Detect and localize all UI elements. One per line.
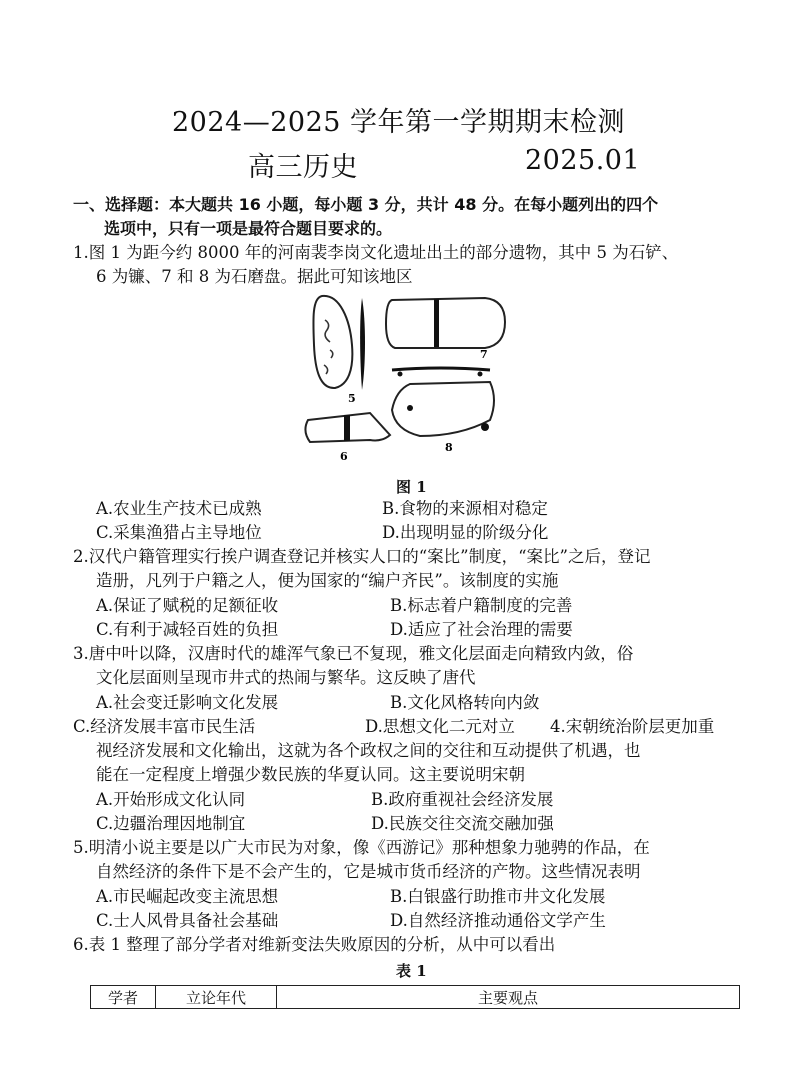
q2-stem-line1: 2.汉代户籍管理实行挨户调查登记并核实人口的“案比”制度，“案比”之后，登记 (73, 547, 651, 566)
artifact-8-grinding-slab (392, 368, 494, 436)
label-8: 8 (445, 441, 453, 454)
exam-date: 2025.01 (525, 145, 641, 176)
table-header-row (91, 986, 740, 1009)
q3-stem-line2: 文化层面则呈现市井式的热闹与繁华。这反映了唐代 (96, 668, 476, 687)
q2-option-c: C.有利于减轻百姓的负担 (96, 620, 279, 639)
q1-option-d: D.出现明显的阶级分化 (382, 523, 549, 542)
q4-option-b: B.政府重视社会经济发展 (371, 790, 554, 809)
q3-stem-line1: 3.唐中叶以降，汉唐时代的雄浑气象已不复现，雅文化层面走向精致内敛，俗 (73, 644, 634, 663)
artifact-7-grinding-slab (386, 298, 505, 348)
section-heading-line1: 一、选择题：本大题共 16 小题，每小题 3 分，共计 48 分。在每小题列出的四个 (73, 195, 659, 214)
q4-option-c: C.边疆治理因地制宜 (96, 814, 246, 833)
subject-title: 高三历史 (248, 152, 358, 183)
q3-option-b: B.文化风格转向内敛 (390, 693, 540, 712)
q1-option-b: B.食物的来源相对稳定 (382, 499, 548, 518)
table-1 (90, 985, 740, 1009)
q4-stem-line3: 能在一定程度上增强少数民族的华夏认同。这主要说明宋朝 (96, 765, 525, 784)
q6-stem-line1: 6.表 1 整理了部分学者对维新变法失败原因的分析，从中可以看出 (73, 935, 556, 954)
q5-option-d: D.自然经济推动通俗文学产生 (390, 911, 606, 930)
q5-stem-line2: 自然经济的条件下是不会产生的，它是城市货币经济的产物。这些情况表明 (96, 862, 641, 881)
q3-option-d: D.思想文化二元对立 (365, 717, 515, 736)
q4-option-d: D.民族交往交流交融加强 (371, 814, 554, 833)
q1-stem-line1: 1.图 1 为距今约 8000 年的河南裴李岗文化遗址出土的部分遗物，其中 5 为石铲、 (73, 243, 679, 262)
q2-option-d: D.适应了社会治理的需要 (390, 620, 573, 639)
q4-stem-line2: 视经济发展和文化输出，这就为各个政权之间的交往和互动提供了机遇，也 (96, 741, 641, 760)
q1-stem-line2: 6 为镰、7 和 8 为石磨盘。据此可知该地区 (96, 267, 413, 286)
label-6: 6 (340, 450, 348, 463)
table-header-year: 立论年代 (156, 986, 277, 1009)
label-7: 7 (480, 348, 488, 361)
table-header-viewpoint: 主要观点 (277, 986, 740, 1009)
section-heading-line2: 选项中，只有一项是最符合题目要求的。 (104, 219, 393, 238)
table-1-caption: 表 1 (396, 962, 427, 980)
q5-option-a: A.市民崛起改变主流思想 (96, 887, 279, 906)
q3-option-c: C.经济发展丰富市民生活 (73, 717, 256, 736)
q2-stem-line2: 造册，凡列于户籍之人，便为国家的“编户齐民”。该制度的实施 (96, 571, 559, 590)
q1-option-a: A.农业生产技术已成熟 (96, 499, 262, 518)
q2-option-b: B.标志着户籍制度的完善 (390, 596, 573, 615)
q4-stem-line1: 4.宋朝统治阶层更加重 (550, 717, 715, 736)
q5-option-b: B.白银盛行助推市井文化发展 (390, 887, 606, 906)
q4-option-a: A.开始形成文化认同 (96, 790, 246, 809)
q2-option-a: A.保证了赋税的足额征收 (96, 596, 279, 615)
figure-1-caption: 图 1 (396, 478, 427, 496)
q1-figure-artifacts (300, 290, 510, 465)
artifact-5-stone-spade (313, 296, 365, 390)
q3-option-a: A.社会变迁影响文化发展 (96, 693, 279, 712)
table-header-scholar: 学者 (91, 986, 156, 1009)
q5-option-c: C.士人风骨具备社会基础 (96, 911, 279, 930)
exam-title: 2024—2025 学年第一学期期末检测 (172, 107, 626, 138)
artifact-6-sickle (305, 413, 390, 442)
label-5: 5 (348, 392, 356, 405)
q1-option-c: C.采集渔猎占主导地位 (96, 523, 262, 542)
q5-stem-line1: 5.明清小说主要是以广大市民为对象，像《西游记》那种想象力驰骋的作品，在 (73, 838, 650, 857)
